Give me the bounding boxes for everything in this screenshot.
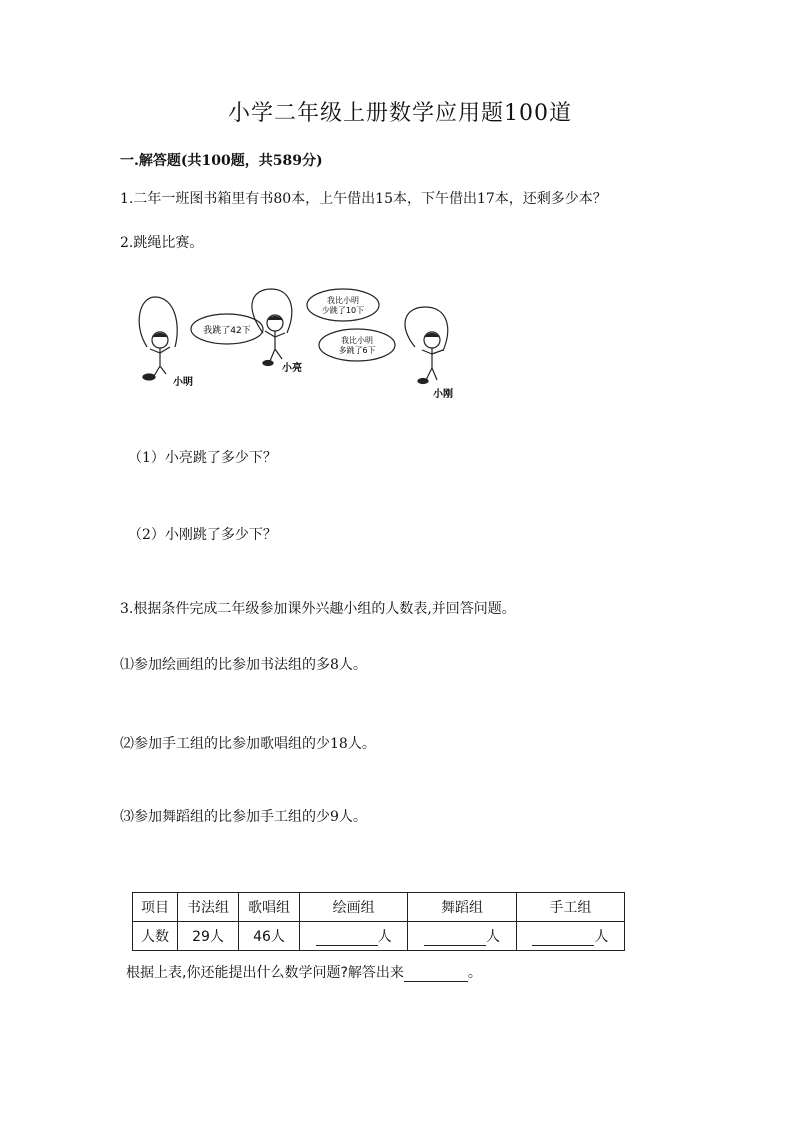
row-label: 人数 <box>133 922 178 951</box>
table-header-row <box>133 893 625 922</box>
answer-blank[interactable] <box>532 931 594 946</box>
speech-bubble-2 <box>307 289 379 321</box>
child-xiaoming <box>139 297 177 380</box>
cell-singing: 46人 <box>239 922 300 951</box>
interest-group-table <box>132 892 625 951</box>
bubble-3-line2: 多跳了6下 <box>338 346 376 355</box>
header-item: 项目 <box>133 893 178 922</box>
header-calligraphy: 书法组 <box>178 893 239 922</box>
condition-2: ⑵参加手工组的比参加歌唱组的少18人。 <box>120 736 376 752</box>
bubble-3-line1: 我比小明 <box>341 336 373 345</box>
follow-up-question <box>126 962 482 982</box>
answer-blank[interactable] <box>424 931 486 946</box>
page-title: 小学二年级上册数学应用题100道 <box>228 101 572 126</box>
jump-rope-illustration <box>125 285 475 405</box>
question-2-sub-1: （1）小亮跳了多少下？ <box>128 450 277 466</box>
name-xiaogang: 小刚 <box>433 389 453 400</box>
section-heading: 一.解答题(共100题，共589分) <box>120 153 323 169</box>
bubble-1-text: 我跳了42下 <box>203 326 251 336</box>
cell-painting[interactable] <box>300 922 408 951</box>
child-xiaogang <box>405 307 448 384</box>
unit-label: 人 <box>377 929 392 945</box>
bubble-2-line1: 我比小明 <box>327 296 359 305</box>
follow-up-text: 根据上表,你还能提出什么数学问题?解答出来 <box>126 965 404 981</box>
header-painting: 绘画组 <box>300 893 408 922</box>
header-dance: 舞蹈组 <box>408 893 516 922</box>
name-xiaoliang: 小亮 <box>282 363 302 374</box>
table-row <box>133 922 625 951</box>
cell-handcraft[interactable] <box>516 922 624 951</box>
speech-bubble-1 <box>191 314 263 344</box>
question-2: 2.跳绳比赛。 <box>120 235 204 251</box>
question-3: 3.根据条件完成二年级参加课外兴趣小组的人数表,并回答问题。 <box>120 601 516 617</box>
header-handcraft: 手工组 <box>516 893 624 922</box>
condition-1: ⑴参加绘画组的比参加书法组的多8人。 <box>120 657 367 673</box>
answer-blank[interactable] <box>316 931 378 946</box>
bubble-2-line2: 少跳了10下 <box>321 306 365 315</box>
cell-dance[interactable] <box>408 922 516 951</box>
jump-rope-drawing <box>125 285 475 405</box>
cell-calligraphy: 29人 <box>178 922 239 951</box>
speech-bubble-3 <box>319 329 395 361</box>
unit-label: 人 <box>485 929 500 945</box>
condition-3: ⑶参加舞蹈组的比参加手工组的少9人。 <box>120 809 367 825</box>
header-singing: 歌唱组 <box>239 893 300 922</box>
name-xiaoming: 小明 <box>173 377 193 388</box>
question-2-sub-2: （2）小刚跳了多少下？ <box>128 527 277 543</box>
follow-up-end: 。 <box>467 965 482 981</box>
question-1: 1.二年一班图书箱里有书80本，上午借出15本，下午借出17本，还剩多少本？ <box>120 191 607 207</box>
unit-label: 人 <box>594 929 609 945</box>
answer-blank[interactable] <box>404 967 468 982</box>
